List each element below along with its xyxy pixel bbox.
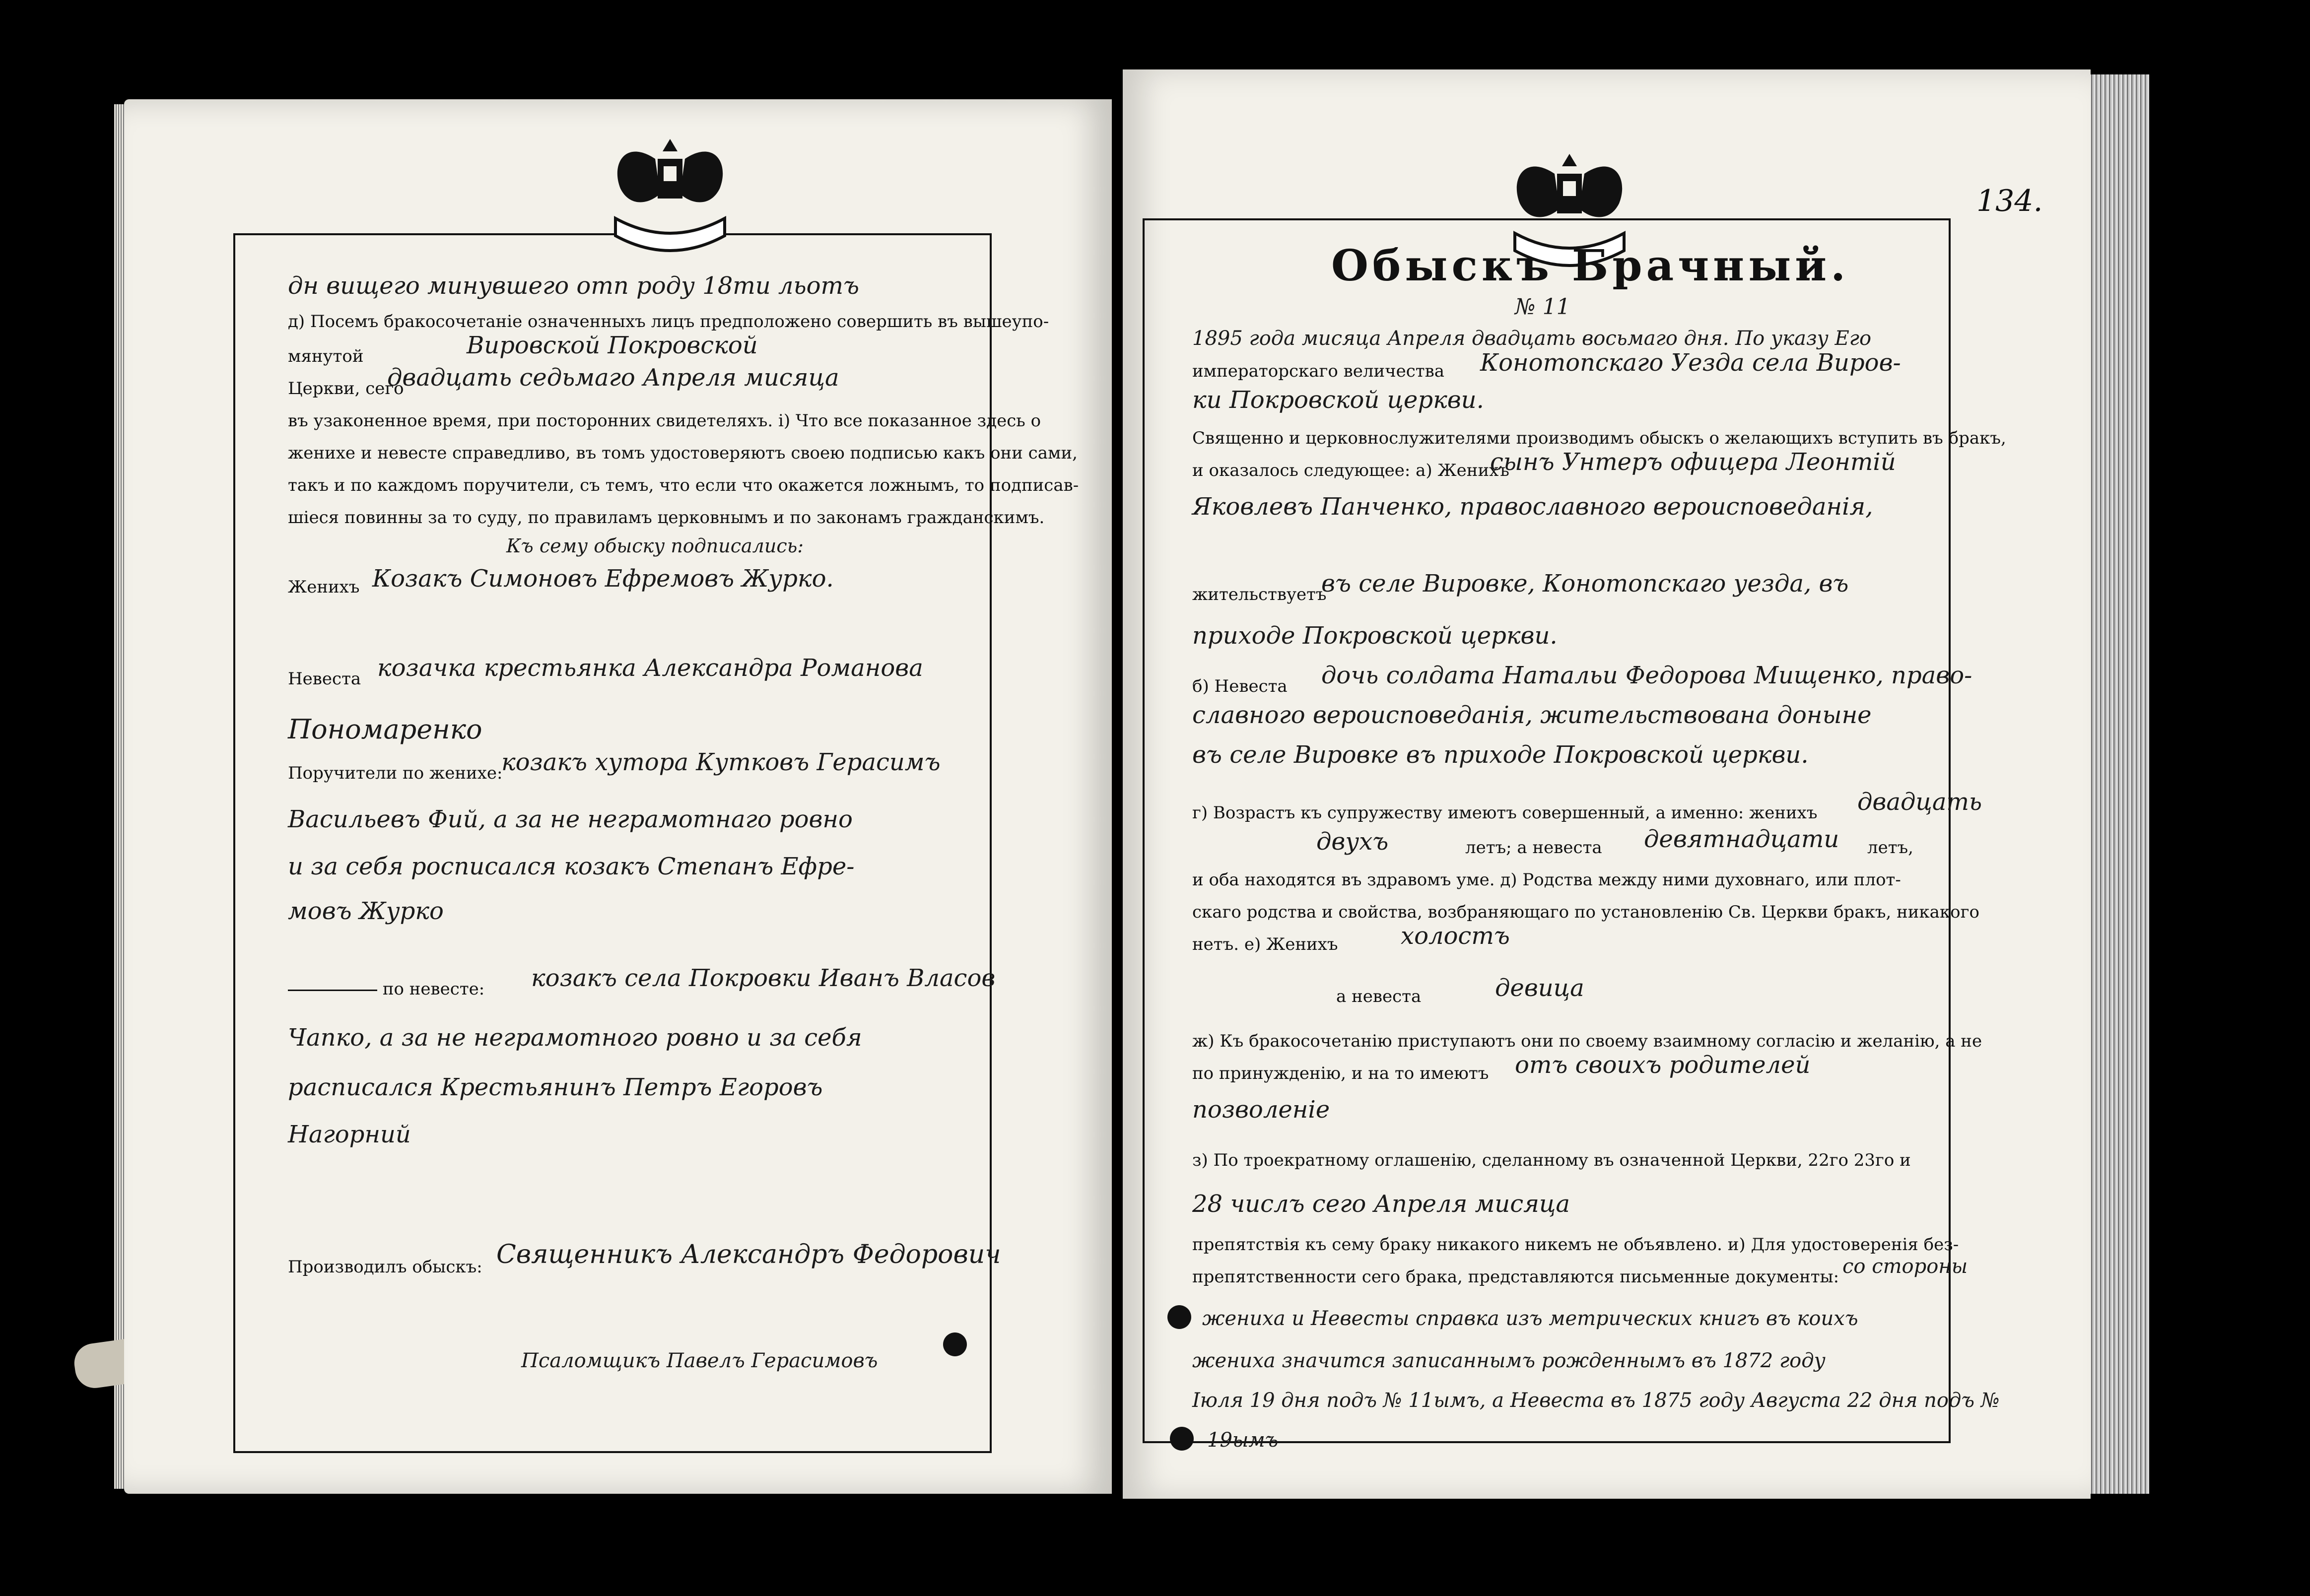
text-line: Нагорний bbox=[288, 1121, 411, 1148]
text-line: Вировской Покровской bbox=[467, 332, 758, 359]
text-line: шiеся повинны за то суду, по правиламъ церковнымъ и по законамъ гражданскимъ. bbox=[288, 508, 1045, 528]
text-line: Iюля 19 дня подъ № 11ымъ, а Невеста въ 1875 году Августа 22 дня подъ № bbox=[1192, 1389, 2000, 1412]
text-line: и оба находятся въ здравомъ уме. д) Родства между ними духовнаго, или плот- bbox=[1192, 870, 1901, 890]
text-line: Яковлевъ Панченко, православного вероисповеданiя, bbox=[1192, 493, 1873, 521]
label-examiner: Производилъ обыскъ: bbox=[288, 1257, 482, 1277]
text-line: дочь солдата Натальи Федорова Мищенко, право- bbox=[1321, 662, 1972, 689]
text-line: Васильевъ Фий, а за не неграмотнаго ровно bbox=[288, 805, 853, 833]
text-line: девица bbox=[1495, 974, 1584, 1002]
text-line: мовъ Журко bbox=[288, 897, 444, 925]
ink-blot-icon bbox=[943, 1332, 967, 1356]
text-line: Конотопскаго Уезда села Виров- bbox=[1480, 349, 1901, 377]
text-line: Пономаренко bbox=[288, 714, 482, 745]
text-line: двадцать bbox=[1857, 788, 1982, 816]
text-span: по невесте: bbox=[382, 979, 485, 999]
text-line: ж) Къ бракосочетанiю приступаютъ они по своему взаимному согласiю и желанiю, а не bbox=[1192, 1031, 1982, 1051]
text-line: летъ, bbox=[1867, 838, 1913, 858]
text-line: скаго родства и свойства, возбраняющаго по установленiю Св. Церкви бракъ, никакого bbox=[1192, 902, 1979, 922]
text-line: козакъ села Покровки Иванъ Власов bbox=[531, 964, 996, 992]
text-line: мянутой bbox=[288, 346, 364, 366]
text-line: препятственности сего брака, представляются письменные документы: bbox=[1192, 1267, 1839, 1287]
label-bride: б) Невеста bbox=[1192, 676, 1288, 696]
text-line: приходе Покровской церкви. bbox=[1192, 622, 1558, 650]
page-number: 134. bbox=[1976, 184, 2043, 218]
text-line: славного вероисповеданiя, жительствована доныне bbox=[1192, 701, 1872, 729]
text-line: жительствуетъ bbox=[1192, 585, 1327, 604]
ink-blot-icon bbox=[1170, 1427, 1194, 1451]
right-page-edges bbox=[2085, 74, 2149, 1494]
text-line: летъ; а невеста bbox=[1465, 838, 1602, 858]
text-line: г) Возрастъ къ супружеству имеютъ совершенный, а именно: женихъ bbox=[1192, 803, 1818, 823]
signature-psalmist: Псаломщикъ Павелъ Герасимовъ bbox=[521, 1349, 878, 1372]
text-line: расписался Крестьянинъ Петръ Егоровъ bbox=[288, 1073, 823, 1101]
label-groom: Женихъ bbox=[288, 577, 360, 597]
text-line: жениха значится записаннымъ рожденнымъ въ 1872 году bbox=[1192, 1349, 1826, 1372]
document-title: Обыскъ Брачный. bbox=[1331, 241, 1850, 291]
text-line: нетъ. е) Женихъ bbox=[1192, 934, 1338, 954]
text-line: въ селе Вировке, Конотопскаго уезда, въ bbox=[1321, 570, 1849, 598]
text-line: а невеста bbox=[1336, 987, 1422, 1006]
text-line: девятнадцати bbox=[1644, 825, 1839, 853]
text-line: въ узаконенное время, при посторонних свидетеляхъ. i) Что все показанное здесь о bbox=[288, 411, 1041, 431]
blank-underline bbox=[288, 990, 377, 991]
text-line: Козакъ Симоновъ Ефремовъ Журко. bbox=[372, 565, 834, 593]
ink-blot-icon bbox=[1167, 1305, 1191, 1329]
text-line: 28 числъ сего Апреля мисяца bbox=[1192, 1190, 1570, 1218]
text-line: д) Посемъ бракосочетанiе означенныхъ лицъ предположено совершить въ вышеупо- bbox=[288, 312, 1049, 332]
text-line: препятствiя къ сему браку никакого никемъ не объявлено. и) Для удостоверенiя без- bbox=[1192, 1235, 1959, 1255]
record-number: № 11 bbox=[1515, 294, 1570, 320]
text-line: позволенiе bbox=[1192, 1096, 1330, 1124]
text-line: холостъ bbox=[1401, 922, 1510, 950]
text-line: императорскаго величества bbox=[1192, 361, 1445, 381]
text-line: и за себя росписался козакъ Степанъ Ефре- bbox=[288, 853, 855, 880]
eagle-crest-icon bbox=[596, 124, 745, 273]
text-line: козакъ хутора Кутковъ Герасимъ bbox=[501, 748, 941, 776]
text-line: такъ и по каждомъ поручители, съ темъ, что если что окажется ложнымъ, то подписав- bbox=[288, 475, 1079, 495]
text-line: Церкви, сего bbox=[288, 379, 404, 399]
signature-priest: Священникъ Александръ Федорович bbox=[496, 1240, 1001, 1269]
text-line: со стороны bbox=[1842, 1255, 1968, 1278]
text-line: женихе и невесте справедливо, въ томъ удостоверяютъ своею подписью какъ они сами, bbox=[288, 443, 1078, 463]
text-line: и оказалось следующее: а) Женихъ bbox=[1192, 461, 1509, 480]
text-line: ки Покровской церкви. bbox=[1192, 386, 1484, 414]
text-line: дн вищего минувшего отп роду 18ти льотъ bbox=[288, 272, 860, 300]
text-line: 19ымъ bbox=[1207, 1429, 1279, 1452]
right-page bbox=[1123, 69, 2091, 1499]
text-line: въ селе Вировке въ приходе Покровской церкви. bbox=[1192, 741, 1809, 769]
text-line: по принужденiю, и на то имеютъ bbox=[1192, 1064, 1489, 1083]
text-line: козачка крестьянка Александра Романова bbox=[377, 654, 923, 682]
text-line: двадцать седьмаго Апреля мисяца bbox=[387, 364, 839, 392]
text-line: жениха и Невесты справка изъ метрических книгъ въ коихъ bbox=[1202, 1307, 1858, 1330]
text-line: двухъ bbox=[1316, 828, 1389, 856]
text-line: Священно и церковнослужителями производимъ обыскъ о желающихъ вступить въ бракъ, bbox=[1192, 428, 2006, 448]
text-line: сынъ Унтеръ офицера Леонтiй bbox=[1490, 448, 1896, 476]
text-line: отъ своихъ родителей bbox=[1515, 1051, 1811, 1079]
text-line: з) По троекратному оглашенiю, сделанному въ означенной Церкви, 22го 23го и bbox=[1192, 1150, 1911, 1170]
left-page bbox=[124, 99, 1112, 1494]
text-line: Чапко, а за не неграмотного ровно и за себя bbox=[288, 1024, 862, 1052]
text-line: 1895 года мисяца Апреля двадцать восьмаго дня. По указу Его bbox=[1192, 327, 1872, 350]
label-guarantors-groom: Поручители по женихе: bbox=[288, 763, 503, 783]
label-bride: Невеста bbox=[288, 669, 361, 689]
label-guarantors-bride bbox=[288, 980, 484, 998]
text-line: Къ сему обыску подписались: bbox=[506, 535, 804, 557]
